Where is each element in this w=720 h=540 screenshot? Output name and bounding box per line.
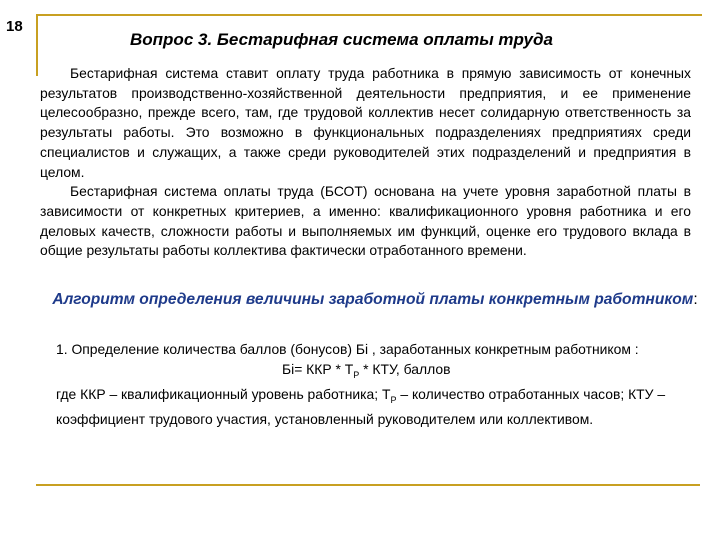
definitions-prefix: где ККР – квалификационный уровень работника; Т	[56, 385, 391, 402]
definitions-text	[56, 385, 696, 430]
algorithm-title-colon: :	[693, 291, 698, 308]
algorithm-title-text: Алгоритм определения величины заработной платы конкретным работником	[52, 291, 694, 308]
top-rule	[38, 14, 702, 16]
left-rule	[36, 14, 38, 76]
slide-number: 18	[6, 18, 23, 35]
slide-title: Вопрос 3. Бестарифная система оплаты труда	[130, 30, 553, 49]
formula-prefix: Бі= ККР * Т	[282, 360, 354, 377]
paragraph: Бестарифная система оплаты труда (БСОТ) основана на учете уровня заработной платы в зависимости от конкретных критериев, а именно: квалификационного уровня работника и его деловых качеств, сложности работы и выполняемых им функций, оценке его трудового вклада в общие результаты работы коллектива фактически отработанного времени.	[40, 183, 691, 259]
body-text	[40, 64, 691, 261]
formula-subscript: Р	[353, 369, 360, 380]
formula-suffix: * КТУ, баллов	[359, 360, 451, 377]
bottom-rule	[36, 484, 700, 486]
algorithm-title	[40, 290, 710, 310]
algorithm-text	[56, 340, 696, 430]
step-1-text: 1. Определение количества баллов (бонусов) Бі , заработанных конкретным работником :	[56, 341, 639, 357]
definitions-subscript: Р	[390, 394, 397, 405]
formula	[56, 360, 696, 385]
definitions-suffix: – количество отработанных часов; КТУ – коэффициент трудового участия, установленный руководителем или коллективом.	[56, 385, 666, 428]
paragraph: Бестарифная система ставит оплату труда работника в прямую зависимость от конечных результатов производственно-хозяйственной деятельности предприятия, и ее применение целесообразно, прежде всего, там, где трудовой коллектив несет солидарную ответственность за результаты работы. Это возможно в функциональных подразделениях предприятиях среди специалистов и служащих, а также среди руководителей этих подразделений и предприятия в целом.	[40, 65, 691, 180]
